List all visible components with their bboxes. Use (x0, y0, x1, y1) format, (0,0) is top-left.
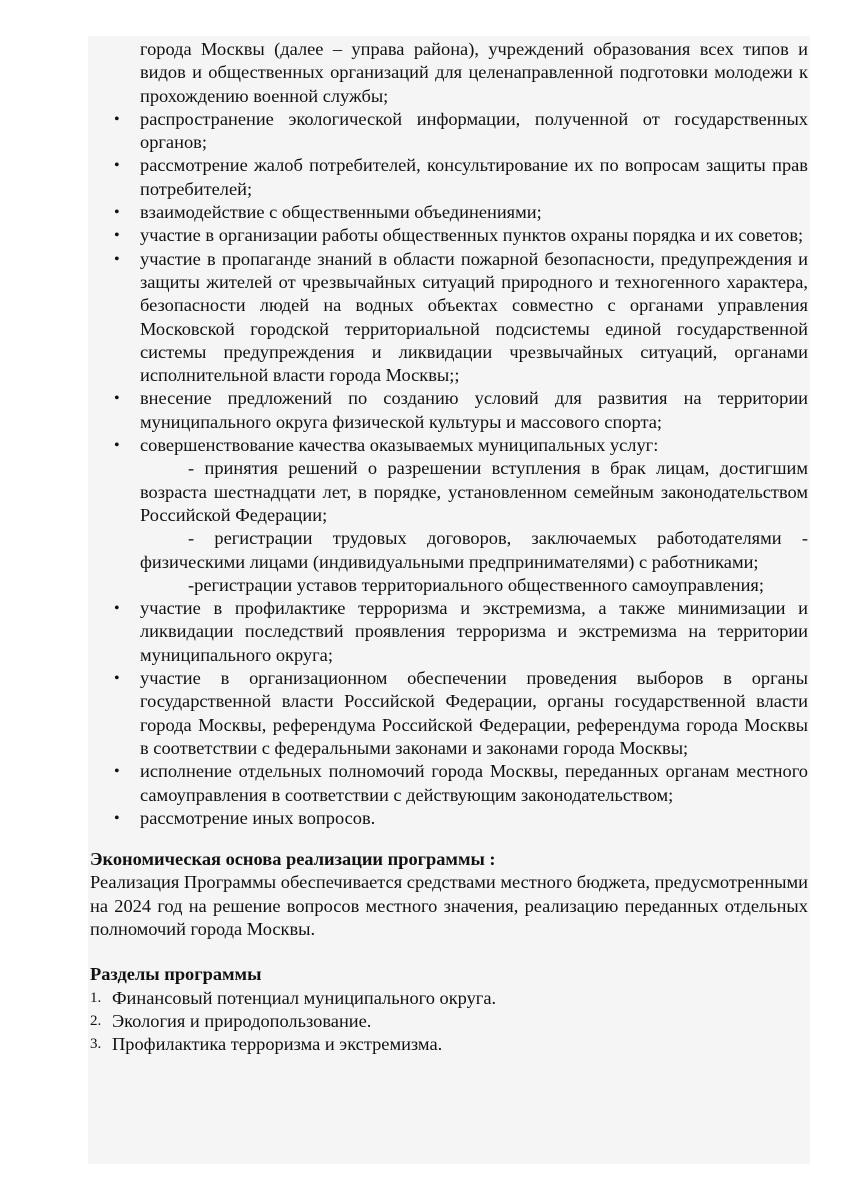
list-item: • взаимодействие с общественными объединениями; (90, 201, 808, 224)
sub-item: - регистрации трудовых договоров, заключаемых работодателями - физическими лицами (индивидуальными предпринимателями) с работниками; (140, 528, 808, 572)
list-item: 1. Финансовый потенциал муниципального округа. (90, 987, 808, 1010)
item-number: 3. (90, 1036, 102, 1053)
bullet-icon: • (114, 110, 120, 128)
economic-basis-heading: Экономическая основа реализации программы : (90, 849, 496, 870)
document-body (90, 38, 808, 1056)
sub-item: -регистрации уставов территориального общественного самоуправления; (188, 574, 764, 595)
list-item: 2. Экология и природопользование. (90, 1010, 808, 1033)
duties-list (90, 108, 808, 457)
list-item: • участие в пропаганде знаний в области пожарной безопасности, предупреждения и защиты жителей от чрезвычайных ситуаций природного и техногенного характера, безопасности людей на водных объектах совместно с органами управления Московской городской территориальной подсистемы единой государственной системы предупреждения и ликвидации чрезвычайных ситуаций, органами исполнительной власти города Москвы;; (114, 248, 808, 386)
bullet-icon: • (114, 600, 120, 618)
bullet-icon: • (114, 227, 120, 245)
bullet-icon: • (114, 763, 120, 781)
list-item: 3. Профилактика терроризма и экстремизма. (90, 1033, 808, 1056)
bullet-icon: • (114, 670, 120, 688)
bullet-icon: • (114, 437, 120, 455)
sections-list (90, 987, 808, 1057)
continued-paragraph: города Москвы (далее – управа района), учреждений образования всех типов и видов и общественных организаций для целенаправленной подготовки молодежи к прохождению военной службы; (140, 39, 808, 106)
list-item: • участие в организации работы общественных пунктов охраны порядка и их советов; (90, 224, 808, 247)
bullet-icon: • (114, 204, 120, 222)
sections-heading: Разделы программы (90, 964, 262, 985)
list-item: • распространение экологической информации, полученной от государственных органов; (114, 108, 808, 153)
list-item: • исполнение отдельных полномочий города Москвы, переданных органам местного самоуправления в соответствии с действующим законодательством; (114, 761, 808, 805)
list-item: • внесение предложений по созданию условий для развития на территории муниципального округа физической культуры и массового спорта; (114, 388, 808, 432)
list-item: • совершенствование качества оказываемых муниципальных услуг: (90, 434, 808, 457)
item-number: 2. (90, 1012, 102, 1029)
list-item: • участие в профилактике терроризма и экстремизма, а также минимизации и ликвидации последствий проявления терроризма и экстремизма на территории муниципального округа; (114, 598, 808, 665)
duties-list-continued (90, 597, 808, 830)
list-item: • рассмотрение жалоб потребителей, консультирование их по вопросам защиты прав потребителей; (114, 155, 808, 199)
bullet-icon: • (114, 157, 120, 175)
bullet-icon: • (114, 390, 120, 408)
item-number: 1. (90, 989, 102, 1006)
bullet-icon: • (114, 809, 120, 827)
sub-item: - принятия решений о разрешении вступления в брак лицам, достигшим возраста шестнадцати лет, в порядке, установленном семейным законодательством Российской Федерации; (140, 458, 808, 525)
list-item: • участие в организационном обеспечении проведения выборов в органы государственной власти Российской Федерации, органы государственной власти города Москвы, референдума Российской Федерации, референдума города Москвы в соответствии с федеральными законами и законами города Москвы; (114, 668, 808, 758)
economic-basis-text: Реализация Программы обеспечивается средствами местного бюджета, предусмотренными на 2024 год на решение вопросов местного значения, реализацию переданных отдельных полномочий города Москвы. (90, 872, 808, 939)
list-item: • рассмотрение иных вопросов. (90, 807, 808, 830)
bullet-icon: • (114, 250, 120, 268)
